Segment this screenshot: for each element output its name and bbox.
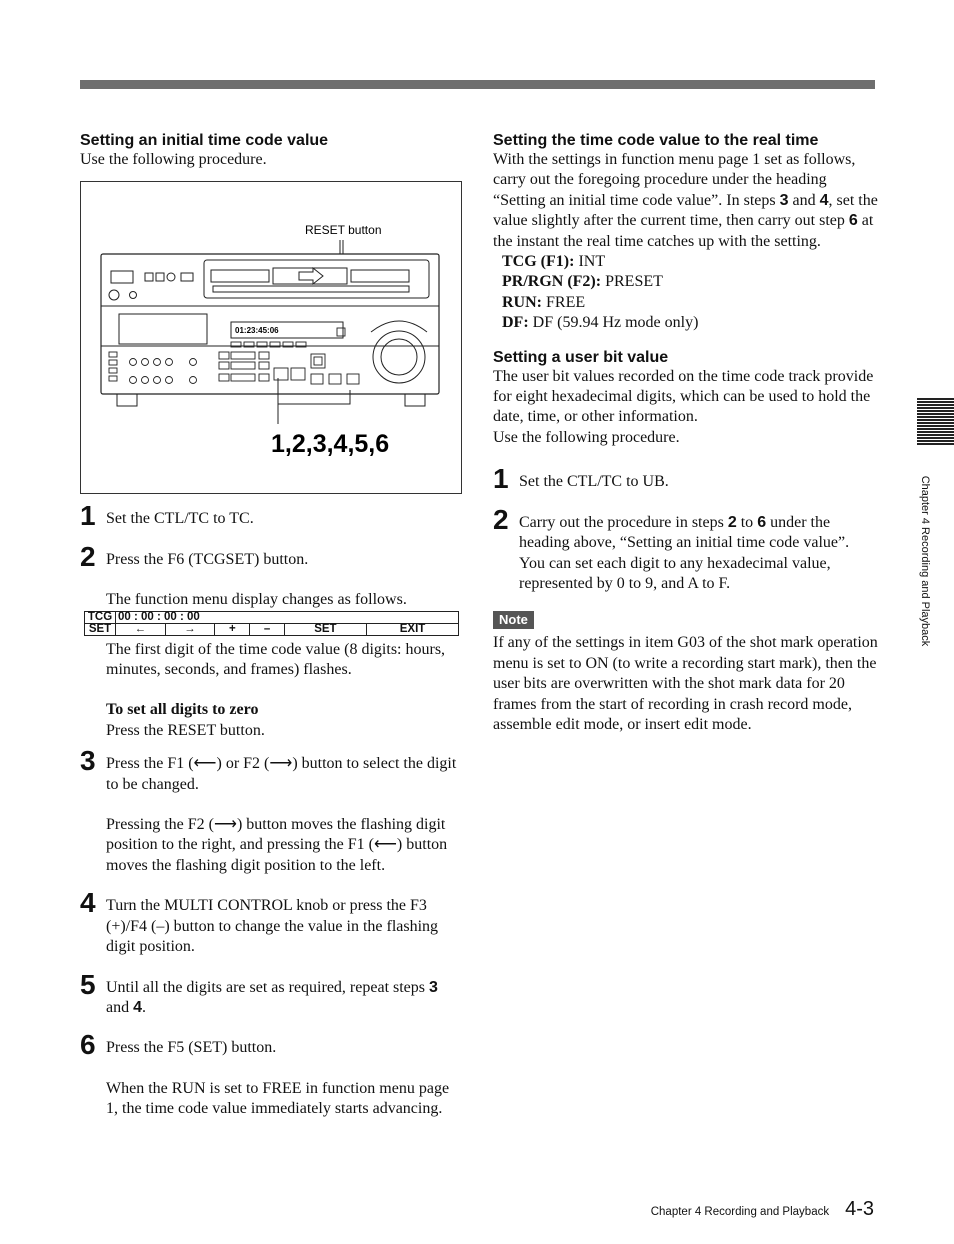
step-number: 2 (493, 503, 509, 535)
function-menu-display (84, 611, 459, 636)
note-text: If any of the settings in item G03 of the shot mark operation menu is set to ON (to write a recording start mark), then the user bits are overwritten with the shot mark data for 20 frames from the start of recording in crash record mode, assemble edit mode, or insert edit mode. (493, 634, 878, 733)
step-text: Press the RESET button. (106, 721, 265, 739)
intro-text: Use the following procedure. (80, 151, 267, 168)
left-column (80, 131, 462, 1120)
menu-f3: + (215, 623, 250, 635)
header-rule (80, 80, 875, 89)
step-text: The first digit of the time code value (8 digits: hours, minutes, seconds, and frames) flashes. (106, 640, 446, 679)
page-footer (651, 1198, 874, 1221)
reset-label-text: RESET button (305, 223, 382, 238)
step-text: Pressing the F2 (⟶) button moves the flashing digit position to the right, and pressing the F1 (⟵) button moves the flashing digit position to the left. (106, 816, 448, 874)
step-number: 5 (80, 968, 96, 1000)
step-text: Press the F5 (SET) button. (106, 1039, 277, 1057)
step-number: 3 (80, 745, 96, 777)
body-text: The user bit values recorded on the time code track provide for eight hexadecimal digits, which can be used to hold the date, time, or other information. (493, 367, 874, 426)
step-text: The function menu display changes as follows. (106, 591, 407, 609)
body-text: With the settings in function menu page 1 set as follows, carry out the foregoing procedure under the heading “Setting an initial time code value”. In steps 3 and 4, set the value slightly after the current time, then carry out step 6 at the instant the real time catches up with the setting. (493, 151, 878, 250)
step-text: You can set each digit to any hexadecimal value, represented by 0 to 9, and A to F. (519, 554, 831, 592)
step-number: 1 (493, 463, 509, 495)
step-1 (80, 500, 462, 532)
body-text: Use the following procedure. (493, 428, 680, 446)
steps-callout-label: 1,2,3,4,5,6 (271, 430, 390, 459)
step-text: When the RUN is set to FREE in function menu page 1, the time code value immediately starts advancing. (106, 1079, 450, 1118)
step-4 (80, 887, 462, 957)
vtr-illustration (81, 182, 461, 493)
sidebar-chapter-text: Chapter 4 Recording and Playback (919, 475, 931, 647)
section-heading: Setting the time code value to the real time (493, 132, 819, 149)
menu-f2: → (165, 623, 215, 635)
section-heading: Setting an initial time code value (80, 132, 329, 149)
footer-chapter: Chapter 4 Recording and Playback (650, 1206, 830, 1218)
display-timecode: 01:23:45:06 (235, 326, 279, 336)
setting-df: DF: DF (59.94 Hz mode only) (502, 314, 699, 332)
step-3 (80, 745, 462, 876)
step-text: Set the CTL/TC to TC. (106, 510, 254, 528)
setting-prrgn: PR/RGN (F2): PRESET (502, 273, 663, 291)
step-text: Press the F6 (TCGSET) button. (106, 550, 309, 568)
step-number: 1 (80, 500, 96, 532)
step-text: Carry out the procedure in steps 2 to 6 under the heading above, “Setting an initial time code value”. (519, 513, 850, 552)
deck-figure (80, 181, 462, 494)
step-2 (80, 540, 462, 611)
menu-timecode-value: 00 : 00 : 00 : 00 (116, 611, 459, 623)
right-column (493, 131, 878, 735)
step-text: Until all the digits are set as required, repeat steps 3 and 4. (106, 978, 438, 1016)
ub-step-1 (493, 463, 878, 495)
note-badge: Note (493, 611, 534, 629)
step-5 (80, 968, 462, 1019)
step-6 (80, 1029, 462, 1119)
step-number: 2 (80, 540, 96, 572)
menu-f6: EXIT (367, 623, 459, 635)
step-number: 6 (80, 1029, 96, 1061)
ub-step-2 (493, 503, 878, 595)
step-text: Press the F1 (⟵) or F2 (⟶) button to select the digit to be changed. (106, 755, 457, 793)
menu-label-tcg: TCG (85, 611, 116, 623)
setting-tcg: TCG (F1): INT (502, 253, 606, 271)
menu-label-set: SET (85, 623, 116, 635)
menu-f1: ← (116, 623, 166, 635)
step-text: Turn the MULTI CONTROL knob or press the F3 (+)/F4 (–) button to change the value in the flashing digit position. (106, 897, 439, 956)
step-number: 4 (80, 887, 96, 919)
page-number: 4-3 (845, 1198, 874, 1220)
setting-run: RUN: FREE (502, 293, 586, 311)
section-heading: Setting a user bit value (493, 348, 669, 366)
chapter-thumb-tab (917, 398, 954, 446)
step-text: Set the CTL/TC to UB. (519, 473, 669, 491)
settings-list (493, 252, 878, 334)
sub-heading: To set all digits to zero (106, 701, 259, 719)
menu-f4: – (250, 623, 284, 635)
menu-f5: SET (284, 623, 366, 635)
